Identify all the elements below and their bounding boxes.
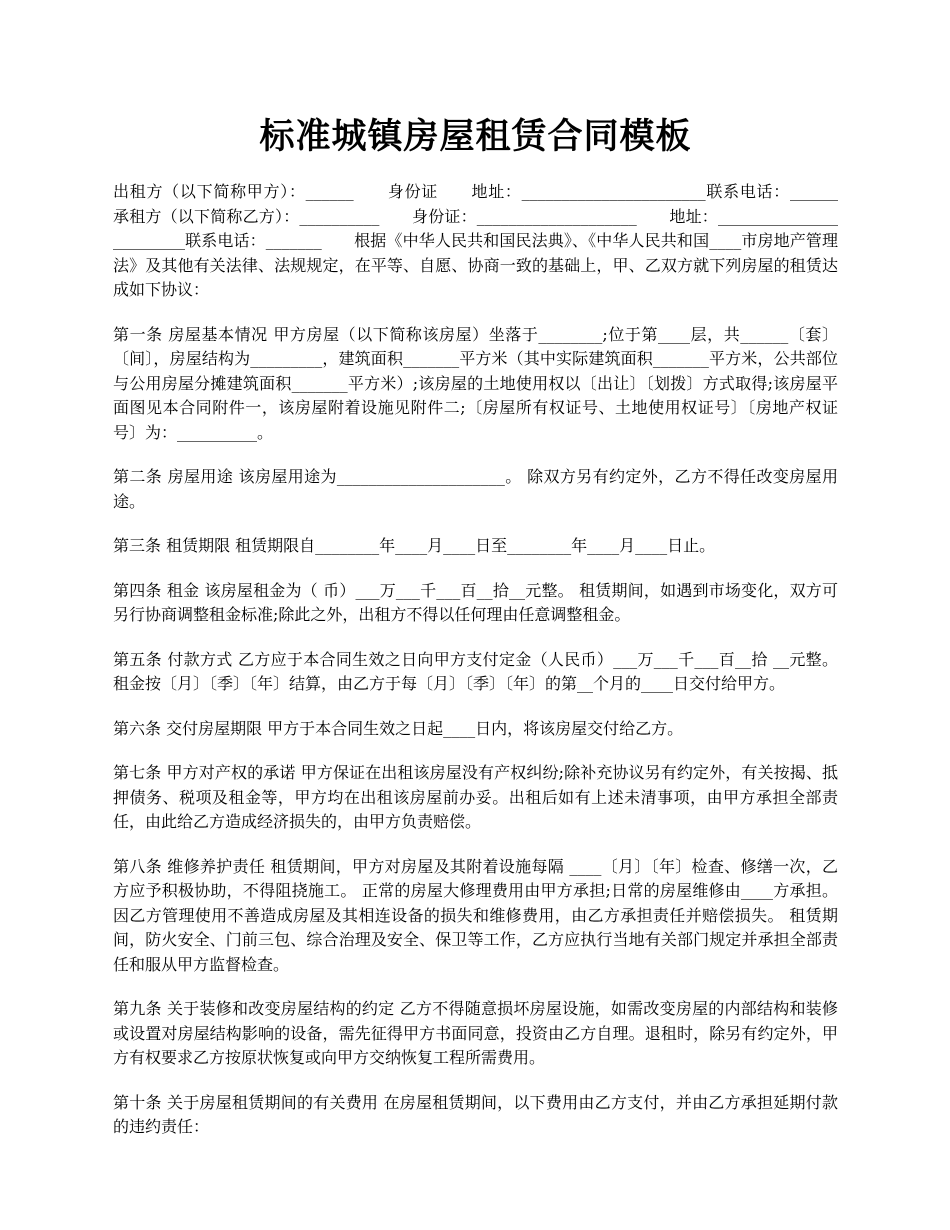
paragraph-article-3: 第三条 租赁期限 租赁期限自________年____月____日至________年____月____日止。 bbox=[113, 536, 716, 555]
paragraph-article-1: 第一条 房屋基本情况 甲方房屋（以下简称该房屋）坐落于________;位于第____层，共______〔套〕〔间〕，房屋结构为_________，建筑面积_______平方米（其中实际建筑面积_______平方米，公共部位与公用房屋分摊建筑面积_______平方米）;该房屋的土地使用权以〔出让〕〔划拨〕方式取得;该房屋平面图见本合同附件一，该房屋附着设施见附件二;〔房屋所有权证号、土地使用权证号〕〔房地产权证号〕为：__________。 bbox=[113, 324, 838, 442]
paragraph-article-8: 第八条 维修养护责任 租赁期间，甲方对房屋及其附着设施每隔 ____〔月〕〔年〕检查、修缮一次，乙方应予积极协助，不得阻挠施工。 正常的房屋大修理费用由甲方承担;日常的房屋维修由____方承担。 因乙方管理使用不善造成房屋及其相连设备的损失和维修费用，由乙方承担责任并赔偿损失。 租赁期间，防火安全、门前三包、综合治理及安全、保卫等工作，乙方应执行当地有关部门规定并承担全部责任和服从甲方监督检查。 bbox=[113, 856, 838, 974]
paragraph-article-6: 第六条 交付房屋期限 甲方于本合同生效之日起____日内，将该房屋交付给乙方。 bbox=[113, 718, 684, 738]
paragraph-article-10: 第十条 关于房屋租赁期间的有关费用 在房屋租赁期间，以下费用由乙方支付，并由乙方承担延期付款的违约责任： bbox=[113, 1092, 838, 1136]
paragraph-article-7: 第七条 甲方对产权的承诺 甲方保证在出租该房屋没有产权纠纷;除补充协议另有约定外，有关按揭、抵押债务、税项及租金等，甲方均在出租该房屋前办妥。出租后如有上述未清事项，由甲方承担全部责任，由此给乙方造成经济损失的，由甲方负责赔偿。 bbox=[113, 763, 838, 831]
document-title: 标准城镇房屋租赁合同模板 bbox=[259, 116, 692, 157]
paragraph-article-5: 第五条 付款方式 乙方应于本合同生效之日向甲方支付定金（人民币）___万___千___百__拾 __元整。租金按〔月〕〔季〕〔年〕结算，由乙方于每〔月〕〔季〕〔年〕的第__个月的____日交付给甲方。 bbox=[113, 649, 838, 693]
paragraph-article-9: 第九条 关于装修和改变房屋结构的约定 乙方不得随意损坏房屋设施，如需改变房屋的内部结构和装修或设置对房屋结构影响的设备，需先征得甲方书面同意，投资由乙方自理。退租时，除另有约定外，甲方有权要求乙方按原状恢复或向甲方交纳恢复工程所需费用。 bbox=[113, 999, 838, 1067]
paragraph-article-4: 第四条 租金 该房屋租金为（ 币）___万___千___百__拾__元整。 租赁期间，如遇到市场变化，双方可另行协商调整租金标准;除此之外，出租方不得以任何理由任意调整租金。 bbox=[113, 580, 838, 624]
paragraph-article-2: 第二条 房屋用途 该房屋用途为_____________________。 除双方另有约定外，乙方不得任改变房屋用途。 bbox=[113, 467, 838, 511]
paragraph-parties: 出租方（以下简称甲方）：______ 身份证 地址：_______________________联系电话：______ 承租方（以下简称乙方）：__________ 身份证：____________________ 地址：________________________联系电话：_______ 根据《中华人民共和国民法典》、《中华人民共和国____市房地产管理法》及其他有关法律、法规规定，在平等、自愿、协商一致的基础上，甲、乙双方就下列房屋的租赁达成如下协议： bbox=[113, 182, 871, 299]
document-body bbox=[113, 180, 871, 1160]
